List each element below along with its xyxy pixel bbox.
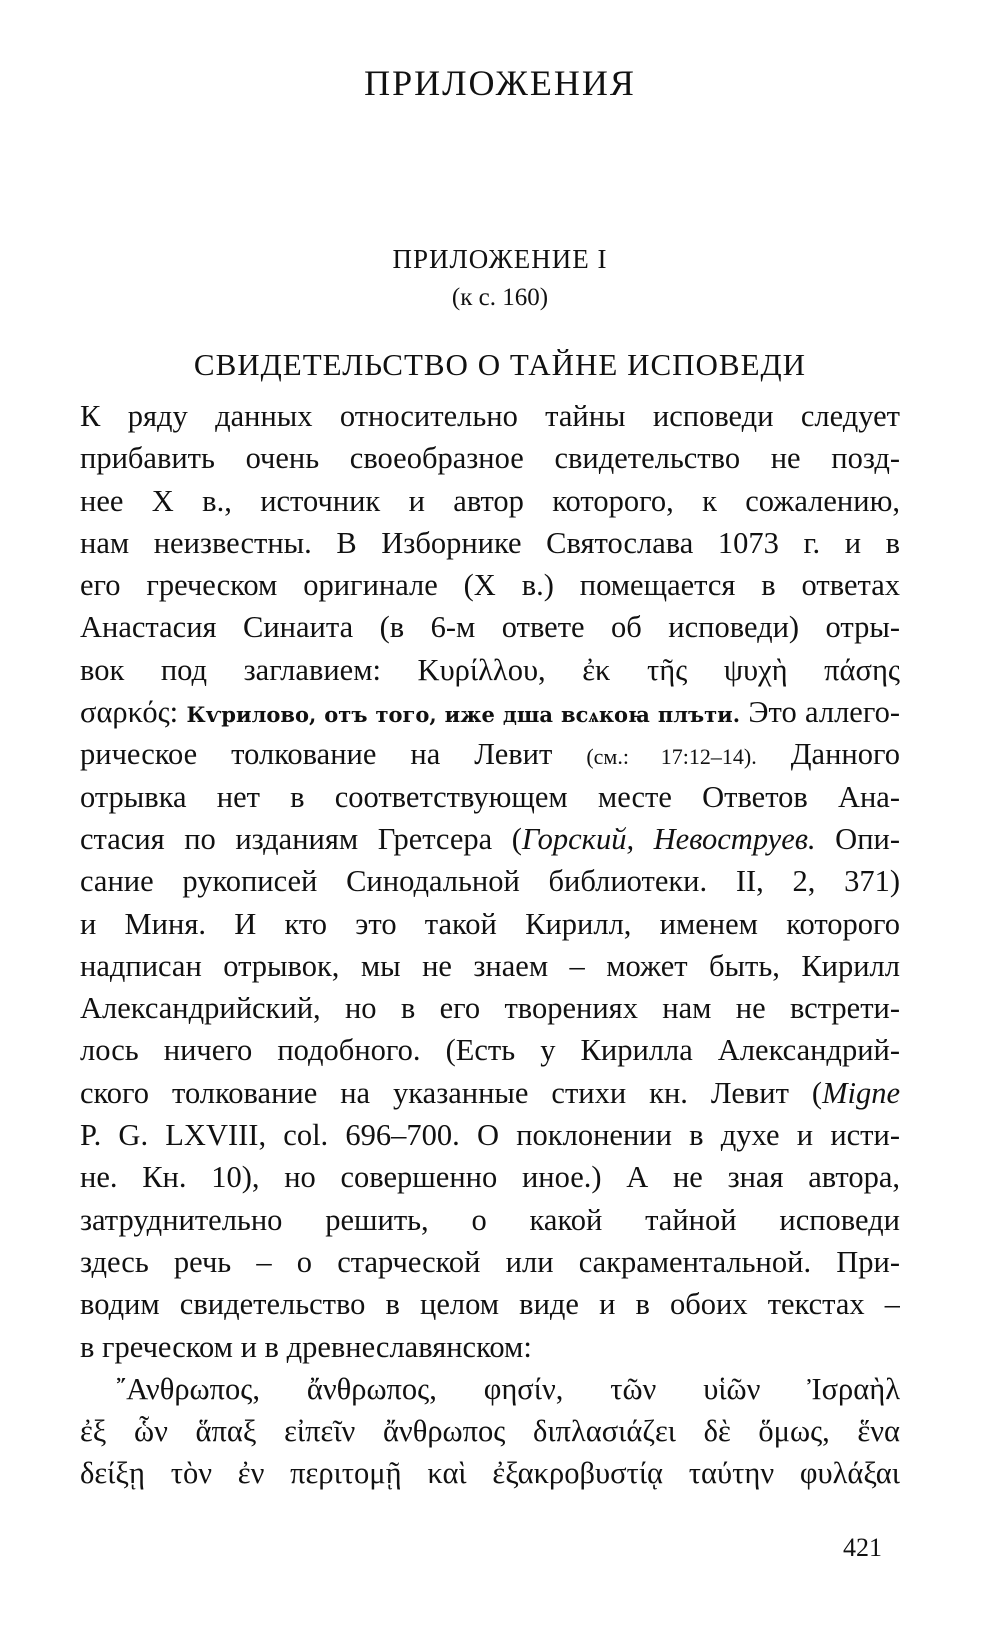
text-fragment: стасия по изданиям Гретсера ( (80, 821, 522, 856)
italic-citation: Горский, Невоструев. (521, 821, 816, 856)
text-line: лось ничего подобного. (Есть у Кирилла Александрий- (80, 1033, 900, 1068)
appendix-label: ПРИЛОЖЕНИЕ I (392, 244, 608, 274)
text-line: сание рукописей Синодальной библиотеки. II, 2, 371) (80, 864, 900, 899)
text-fragment: Данного (790, 737, 900, 772)
verse-reference: (см.: 17:12–14). (586, 744, 757, 770)
text-line-mixed (80, 818, 900, 860)
text-line: надписан отрывок, мы не знаем – может быть, Кирилл (80, 948, 900, 983)
text-line: Анастасия Синаита (в 6-м ответе об исповеди) отры- (80, 610, 900, 645)
church-slavonic-fragment: Кѵрилово, отъ того, иже дша всѧкоꙗ плъти. (186, 702, 741, 728)
greek-quote-line: ἐξ ὧν ἅπαξ εἰπεῖν ἄνθρωπος διπλασιάζει δὲ ὅμως, ἕνα (80, 1414, 900, 1449)
text-line: P. G. LXVIII, col. 696–700. О поклонении в духе и исти- (80, 1118, 900, 1153)
appendix-page-reference: (к с. 160) (451, 284, 549, 311)
text-fragment: ского толкование на указанные стихи кн. Левит ( (80, 1075, 823, 1110)
text-line: его греческом оригинале (X в.) помещается в ответах (80, 568, 900, 603)
text-line: водим свидетельство в целом виде и в обоих текстах – (80, 1287, 900, 1322)
greek-quote-line: ῎Ανθρωπος, ἄνθρωπος, φησίν, τῶν υἱῶν Ἰσραὴλ (116, 1371, 900, 1406)
greek-fragment: σαρκός: (80, 695, 179, 730)
text-line-mixed (80, 691, 900, 733)
text-line-mixed (80, 1072, 900, 1114)
text-line: в греческом и в древнеславянском: (80, 1329, 532, 1364)
greek-quote-line: δείξῃ τὸν ἐν περιτομῇ καὶ ἐξακροβυστίᾳ ταύτην φυλάξαι (80, 1456, 900, 1491)
text-fragment: рическое толкование на Левит (80, 737, 553, 772)
text-fragment: Это аллего- (748, 695, 900, 730)
text-line-mixed (80, 733, 900, 775)
text-fragment: Опи- (835, 821, 900, 856)
text-line: отрывка нет в соответствующем месте Ответов Ана- (80, 779, 900, 814)
text-line: и Миня. И кто это такой Кирилл, именем которого (80, 906, 900, 941)
text-line: здесь речь – о старческой или сакраментальной. При- (80, 1244, 900, 1279)
text-line: нам неизвестны. В Изборнике Святослава 1073 г. и в (80, 525, 900, 560)
text-line: К ряду данных относительно тайны исповеди следует (80, 399, 900, 433)
section-heading: СВИДЕТЕЛЬСТВО О ТАЙНЕ ИСПОВЕДИ (193, 347, 807, 382)
text-line: прибавить очень своеобразное свидетельство не позд- (80, 441, 900, 476)
text-line: нее X в., источник и автор которого, к сожалению, (80, 483, 900, 518)
body-text (80, 395, 900, 1495)
text-line: вок под заглавием: Κυρίλλου, ἐκ τῆς ψυχὴ πάσης (80, 652, 900, 687)
text-line: Александрийский, но в его творениях нам не встрети- (80, 991, 900, 1026)
page-number: 421 (843, 1533, 882, 1562)
text-line: затруднительно решить, о какой тайной исповеди (80, 1202, 900, 1237)
running-title: ПРИЛОЖЕНИЯ (364, 63, 636, 103)
italic-citation: Migne (822, 1075, 900, 1110)
text-line: не. Кн. 10), но совершенно иное.) А не зная автора, (80, 1160, 900, 1195)
